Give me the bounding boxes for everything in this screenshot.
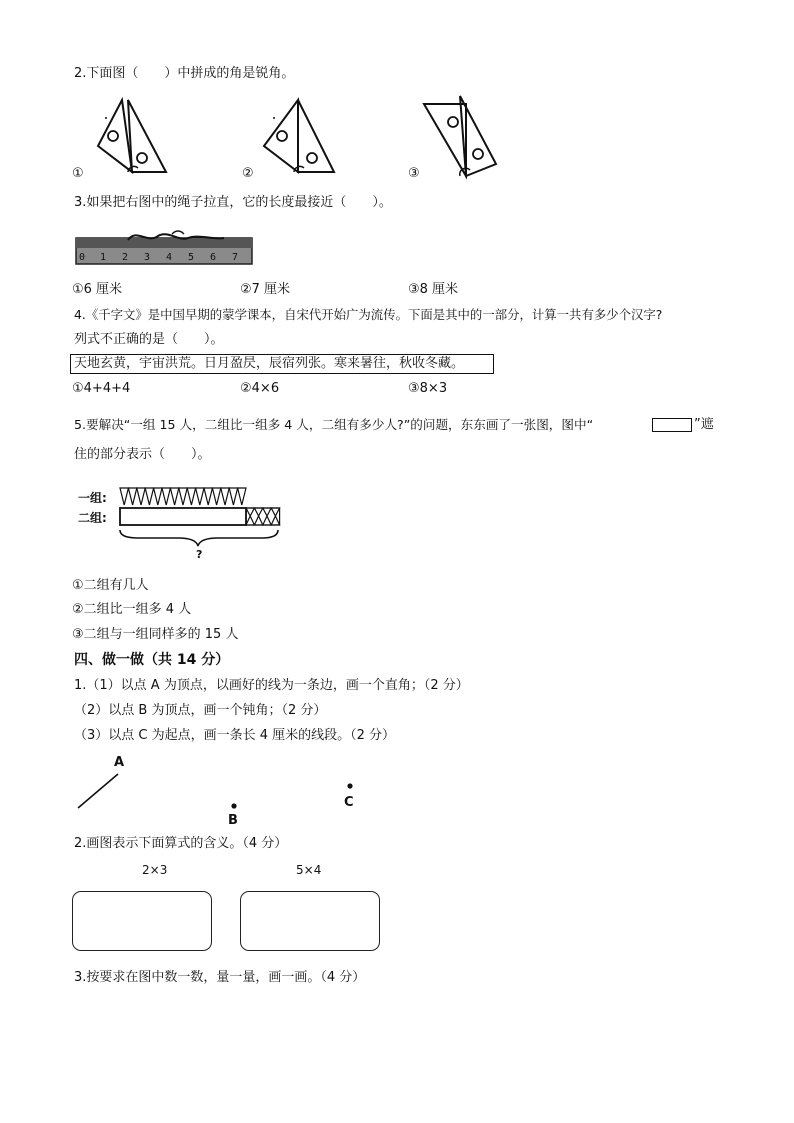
- q3-option-3[interactable]: ③8 厘米: [408, 282, 459, 297]
- group1-person-mark: [179, 488, 187, 505]
- q2-option-2[interactable]: ②: [242, 166, 254, 181]
- group1-person-mark: [128, 488, 136, 505]
- q3-option-2[interactable]: ②7 厘米: [240, 282, 291, 297]
- s4-q1-line-1: 1.（1）以点 A 为顶点，以画好的线为一条边，画一个直角；（2 分）: [74, 678, 469, 693]
- brace-question-mark: ?: [196, 548, 203, 561]
- extra-person-mark: [271, 508, 279, 525]
- expr-2x3: 2×3: [142, 863, 168, 877]
- q4-line-2: 列式不正确的是（ ）。: [74, 332, 224, 347]
- s4-q1-line-3: （3）以点 C 为起点，画一条长 4 厘米的线段。（2 分）: [74, 728, 396, 743]
- extra-person-mark: [254, 508, 262, 525]
- ruler-label-2: 2: [122, 252, 129, 263]
- s4-q2-text: 2.画图表示下面算式的含义。（4 分）: [74, 836, 288, 851]
- group1-person-mark: [229, 488, 237, 505]
- q3-option-1[interactable]: ①6 厘米: [72, 282, 123, 297]
- drawing-box-5x4[interactable]: [240, 891, 380, 951]
- q4-option-2[interactable]: ②4×6: [240, 381, 280, 396]
- group1-person-mark: [120, 488, 128, 505]
- point-c[interactable]: [347, 783, 352, 788]
- hidden-part-box-icon: [652, 418, 692, 432]
- expr-5x4: 5×4: [296, 863, 322, 877]
- group1-person-mark: [204, 488, 212, 505]
- q2-figure-2: [258, 96, 338, 176]
- q5-option-2[interactable]: ②二组比一组多 4 人: [72, 602, 192, 617]
- group1-person-mark: [154, 488, 162, 505]
- q2-option-3[interactable]: ③: [408, 166, 420, 181]
- hidden-part-bar: [120, 508, 246, 525]
- q4-option-1[interactable]: ①4+4+4: [72, 381, 131, 396]
- extra-person-mark: [263, 508, 271, 525]
- ruler-label-7: 7: [232, 252, 239, 263]
- q2-text: 2.下面图（ ）中拼成的角是锐角。: [74, 66, 295, 81]
- ruler-label-6: 6: [210, 252, 217, 263]
- point-c-label: C: [344, 795, 354, 810]
- q3-text: 3.如果把右图中的绳子拉直，它的长度最接近（ ）。: [74, 195, 392, 210]
- s4-q3-text: 3.按要求在图中数一数，量一量，画一画。（4 分）: [74, 970, 366, 985]
- group1-person-mark: [221, 488, 229, 505]
- group1-person-mark: [162, 488, 170, 505]
- q5-line-2: 住的部分表示（ ）。: [74, 447, 211, 462]
- group1-person-mark: [145, 488, 153, 505]
- group1-person-mark: [196, 488, 204, 505]
- point-b[interactable]: [231, 803, 236, 808]
- group1-person-mark: [187, 488, 195, 505]
- point-a-label: A: [114, 755, 125, 770]
- q5-line-1-start: 5.要解决“一组 15 人，二组比一组多 4 人，二组有多少人?”的问题，东东画了一张图，图中“: [74, 417, 594, 432]
- ruler-label-0: 0: [79, 252, 86, 263]
- drawing-box-2x3[interactable]: [72, 891, 212, 951]
- q5-line-1-end: ”遮: [694, 417, 714, 432]
- points-drawing-area[interactable]: [70, 752, 370, 832]
- section-4-title: 四、做一做（共 14 分）: [74, 652, 230, 668]
- q2-figure-3: [420, 92, 500, 178]
- group1-person-mark: [137, 488, 145, 505]
- ruler-label-5: 5: [188, 252, 195, 263]
- q5-option-1[interactable]: ①二组有几人: [72, 578, 149, 593]
- group2-label: 二组:: [78, 511, 107, 525]
- brace: [120, 530, 278, 546]
- q5-option-3[interactable]: ③二组与一组同样多的 15 人: [72, 627, 239, 642]
- q4-option-3[interactable]: ③8×3: [408, 381, 448, 396]
- group1-person-mark: [212, 488, 220, 505]
- q2-option-1[interactable]: ①: [72, 166, 84, 181]
- group1-person-mark: [238, 488, 246, 505]
- q5-bar-diagram: [78, 484, 298, 564]
- ruler-label-1: 1: [100, 252, 107, 263]
- q4-line-1: 4.《千字文》是中国早期的蒙学课本，自宋代开始广为流传。下面是其中的一部分，计算一共有多少个汉字?: [74, 307, 663, 322]
- point-b-label: B: [228, 813, 238, 828]
- rope-ruler-image: [76, 228, 256, 268]
- given-line-from-a: [78, 774, 118, 808]
- ruler-label-3: 3: [144, 252, 151, 263]
- q2-figure-1: [92, 96, 172, 176]
- group1-label: 一组:: [78, 491, 107, 505]
- group1-person-mark: [170, 488, 178, 505]
- s4-q1-line-2: （2）以点 B 为顶点，画一个钝角；（2 分）: [74, 703, 327, 718]
- extra-person-mark: [246, 508, 254, 525]
- ruler-label-4: 4: [166, 252, 173, 263]
- q4-passage-box: 天地玄黄，宇宙洪荒。日月盈昃，辰宿列张。寒来暑往，秋收冬藏。: [70, 354, 494, 374]
